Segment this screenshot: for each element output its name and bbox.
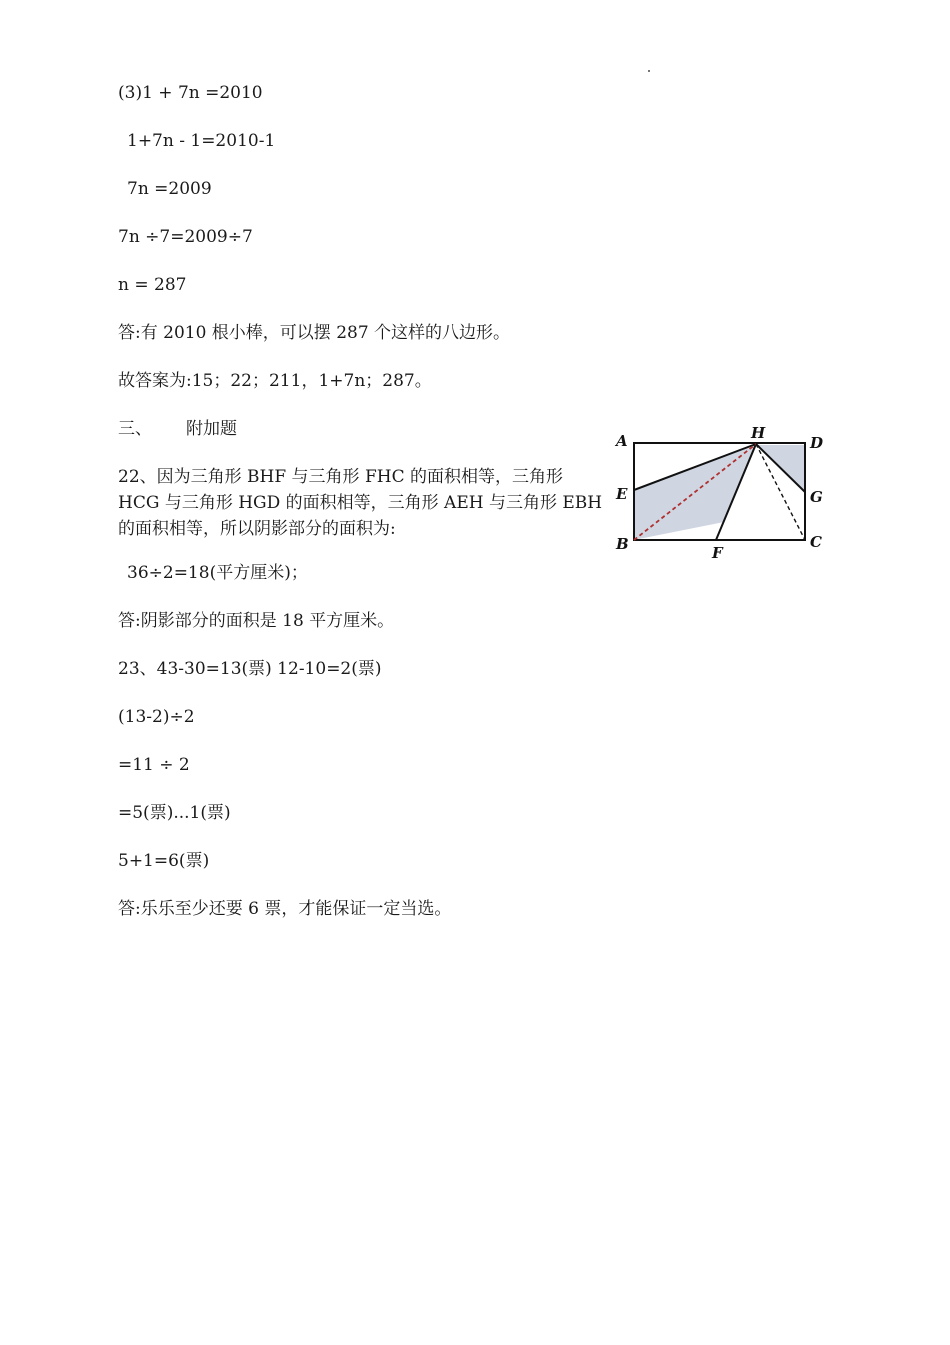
label-c: C (810, 533, 822, 551)
label-a: A (616, 432, 628, 450)
q23-calculation-4: =5(票)...1(票) (118, 803, 231, 823)
part3-equation-4: 7n ÷7=2009÷7 (118, 227, 253, 247)
q22-answer: 答:阴影部分的面积是 18 平方厘米。 (118, 611, 395, 631)
label-h: H (751, 424, 766, 442)
q22-calculation: 36÷2=18(平方厘米)； (127, 563, 308, 583)
part3-equation-2: 1+7n - 1=2010-1 (127, 131, 276, 151)
q23-calculation-5: 5+1=6(票) (118, 851, 210, 871)
part3-answer: 答:有 2010 根小棒，可以摆 287 个这样的八边形。 (118, 323, 511, 343)
label-e: E (616, 485, 628, 503)
section-title: 附加题 (186, 419, 237, 439)
q23-calculation-3: =11 ÷ 2 (118, 755, 190, 775)
geometry-figure-svg (606, 420, 836, 565)
part3-equation-3: 7n =2009 (127, 179, 212, 199)
geometry-figure (606, 420, 836, 565)
q23-calculation-1: 23、43-30=13(票) 12-10=2(票) (118, 659, 382, 679)
part3-equation-1: (3)1 + 7n =2010 (118, 83, 263, 103)
part3-equation-5: n = 287 (118, 275, 187, 295)
scan-speck (648, 70, 650, 72)
q22-explanation: 22、因为三角形 BHF 与三角形 FHC 的面积相等，三角形 HCG 与三角形 HGD 的面积相等，三角形 AEH 与三角形 EBH 的面积相等，所以阴影部分的面积为: (118, 467, 603, 539)
label-g: G (810, 488, 823, 506)
label-f: F (712, 544, 723, 562)
section-number: 三、 (118, 419, 152, 439)
part3-final-answers: 故答案为:15；22；211，1+7n；287。 (118, 371, 432, 391)
section-heading (118, 417, 237, 441)
q23-calculation-2: (13-2)÷2 (118, 707, 195, 727)
label-d: D (810, 434, 824, 452)
q23-answer: 答:乐乐至少还要 6 票，才能保证一定当选。 (118, 899, 452, 919)
label-b: B (616, 535, 629, 553)
